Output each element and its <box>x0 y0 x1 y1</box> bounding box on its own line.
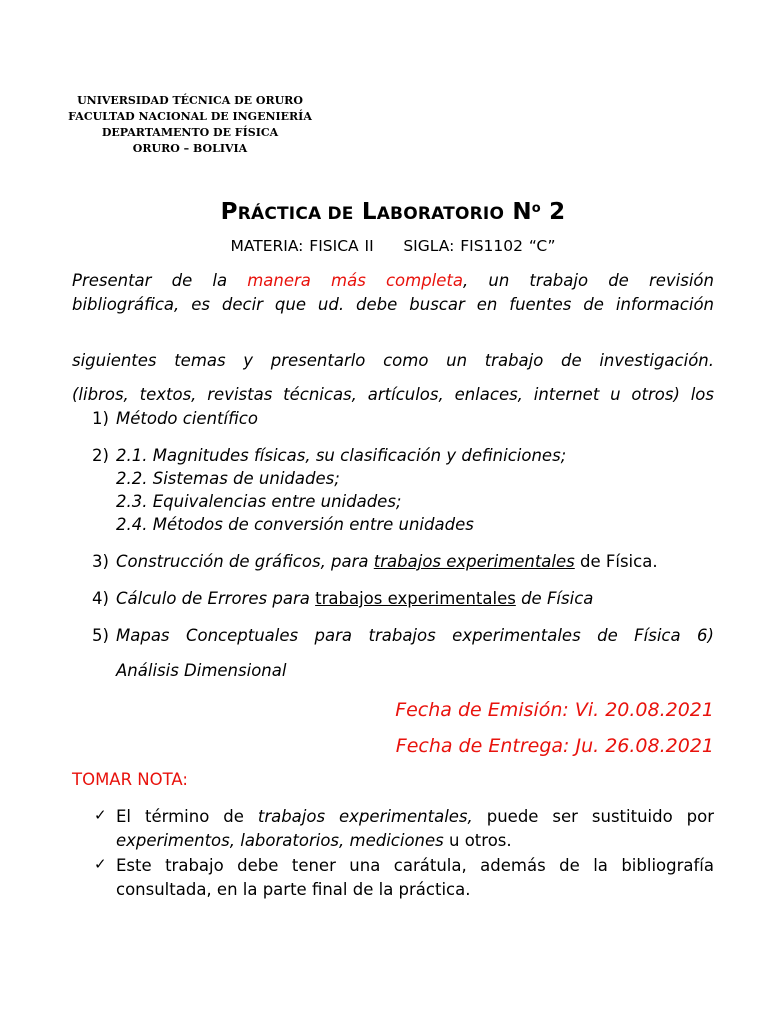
topic-2-1: 2.1. Magnitudes físicas, su clasificación y definiciones; <box>116 446 567 465</box>
topic-2-3: 2.3. Equivalencias entre unidades; <box>116 492 402 511</box>
intro-line-2: bibliográfica, es decir que ud. debe buscar en fuentes de información <box>72 295 714 314</box>
list-number: 5) <box>92 626 109 645</box>
topic-5: Mapas Conceptuales para trabajos experimentales de Física 6) <box>116 626 714 645</box>
topic-6: Análisis Dimensional <box>116 661 287 680</box>
topic-1: Método científico <box>116 409 258 428</box>
list-number: 4) <box>92 589 109 608</box>
university-name: UNIVERSIDAD TÉCNICA DE ORURO <box>77 94 303 107</box>
highlight-text: manera más completa <box>247 271 463 290</box>
document-title: PRÁCTICA DE LABORATORIO $N^o$ 2 <box>220 199 566 225</box>
location: ORURO – BOLIVIA <box>132 142 248 155</box>
note-1: El término de trabajos experimentales, puede ser sustituido por experimentos, laboratorios, mediciones u otros. <box>116 807 714 850</box>
checkmark-icon: ✓ <box>94 806 107 824</box>
note-2: Este trabajo debe tener una carátula, además de la bibliografía consultada, en la parte final de la práctica. <box>116 856 714 899</box>
intro-line-1: Presentar de la manera más completa, un trabajo de revisión <box>72 271 714 290</box>
topic-4: Cálculo de Errores para trabajos experimentales de Física <box>116 589 594 608</box>
topic-2-4: 2.4. Métodos de conversión entre unidades <box>116 515 474 534</box>
department-name: DEPARTAMENTO DE FÍSICA <box>101 126 279 139</box>
subject-line: MATERIA: FISICA II SIGLA: FIS1102 “C” <box>230 237 556 255</box>
list-number: 1) <box>92 409 109 428</box>
due-date: Fecha de Entrega: Ju. 26.08.2021 <box>395 735 714 757</box>
checkmark-icon: ✓ <box>94 855 107 873</box>
intro-line-4: (libros, textos, revistas técnicas, artículos, enlaces, internet u otros) los <box>72 385 714 404</box>
faculty-name: FACULTAD NACIONAL DE INGENIERÍA <box>68 110 312 123</box>
practice-number: 2 <box>549 199 566 225</box>
institution-header <box>62 93 318 157</box>
list-number: 3) <box>92 552 109 571</box>
intro-line-3: siguientes temas y presentarlo como un trabajo de investigación. <box>72 351 714 370</box>
issue-date: Fecha de Emisión: Vi. 20.08.2021 <box>395 699 714 721</box>
list-number: 2) <box>92 446 109 465</box>
topic-2-2: 2.2. Sistemas de unidades; <box>116 469 340 488</box>
topic-3: Construcción de gráficos, para trabajos experimentales de Física. <box>116 552 658 571</box>
note-heading: TOMAR NOTA: <box>72 770 188 789</box>
